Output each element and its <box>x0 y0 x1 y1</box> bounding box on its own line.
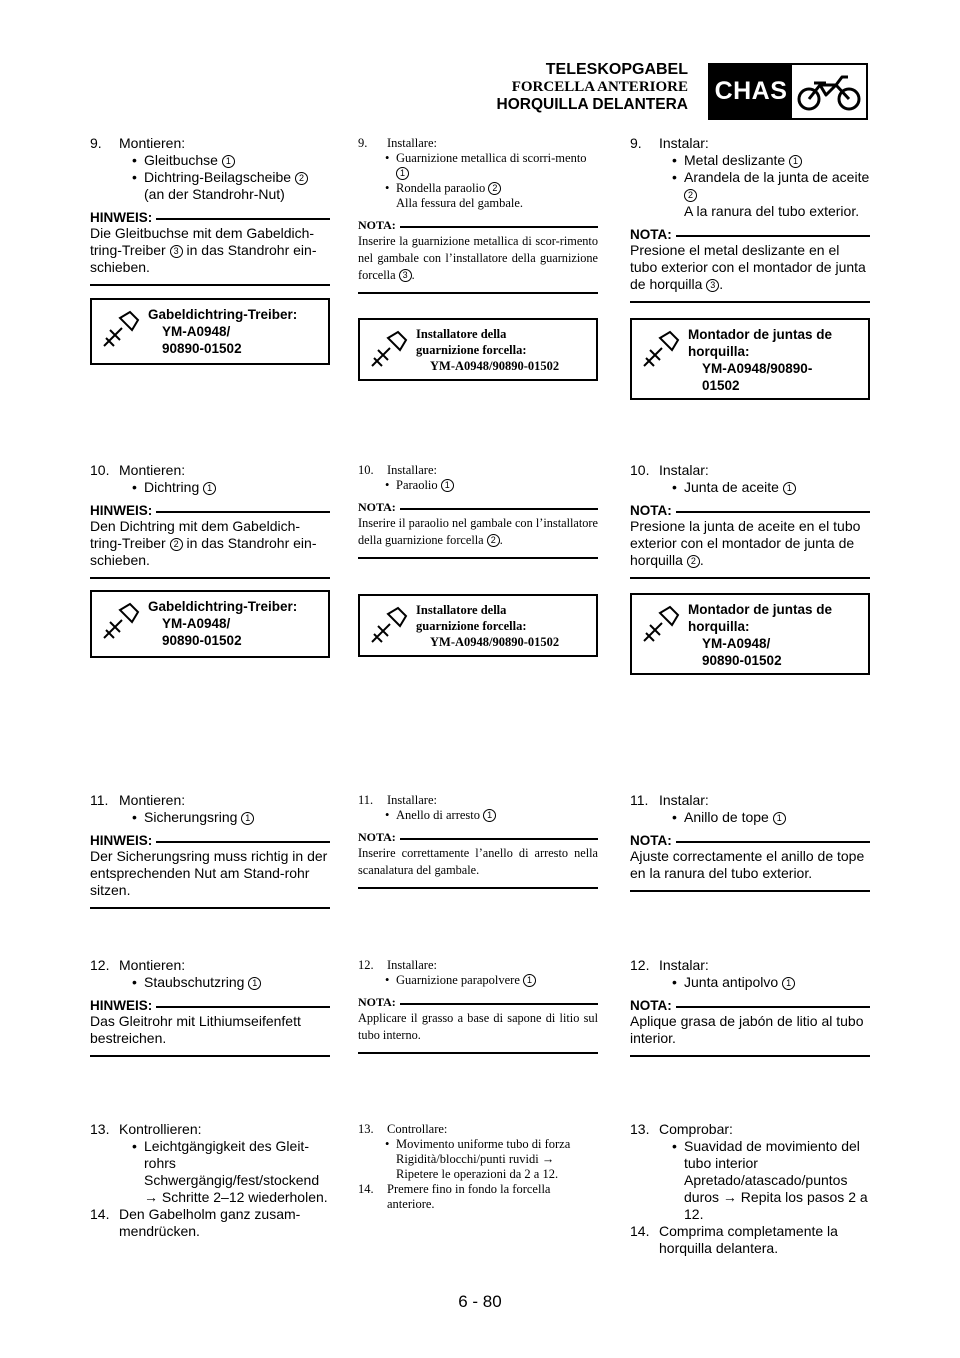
it-tool-box-9: Installatore della guarnizione forcella: YM-A0948/90890-01502 <box>358 318 598 381</box>
it-step-12: 12. Installare: • Guarnizione parapolvere 1 NOTA: Applicare il grasso a base di sapone di litio sul tubo interno. <box>358 958 598 1054</box>
page-number: 6 - 80 <box>458 1292 502 1311</box>
motorcycle-icon <box>792 65 866 118</box>
header-title-de: TELESKOPGABEL <box>545 61 688 78</box>
de-step-9: 9. Montieren: • Gleitbuchse 1 • Dichtring-Beilagscheibe 2 (an der Standrohr-Nut) HINWEIS: Die Gleitbuchse mit dem Gabeldich-tring-Treiber 3 in das Standrohr ein-schieben. <box>90 135 330 286</box>
es-step-11: 11. Instalar: • Anillo de tope 1 NOTA: Ajuste correctamente el anillo de tope en la ranura del tubo exterior. <box>630 792 870 892</box>
es-tool-box-9: Montador de juntas de horquilla: YM-A0948/90890- 01502 <box>630 318 870 400</box>
wrench-tool-icon <box>368 328 410 370</box>
section-code: CHAS <box>710 65 792 118</box>
wrench-tool-icon <box>100 600 142 642</box>
it-step-11: 11. Installare: • Anello di arresto 1 NOTA: Inserire correttamente l’anello di arresto nella scanalatura del gambale. <box>358 793 598 889</box>
de-step-11: 11. Montieren: • Sicherungsring 1 HINWEIS: Der Sicherungsring muss richtig in der entsprechenden Nut am Stand-rohr sitzen. <box>90 792 330 909</box>
wrench-tool-icon <box>640 328 682 370</box>
de-step-12: 12. Montieren: • Staubschutzring 1 HINWEIS: Das Gleitrohr mit Lithiumseifenfett bestreichen. <box>90 957 330 1057</box>
wrench-tool-icon <box>368 604 410 646</box>
es-step-10: 10. Instalar: • Junta de aceite 1 NOTA: Presione la junta de aceite en el tubo exterior con el montador de junta de horquilla 2 . <box>630 462 870 579</box>
it-step-9: 9. Installare: • Guarnizione metallica di scorri-mento 1 • Rondella paraolio 2 Alla fessura del gambale. NOTA: Inserire la guarnizione metallica di scor-rimento nel gambale con l’installatore della guarnizione forcella 3 . <box>358 136 598 294</box>
page-header-titles <box>497 60 688 114</box>
es-step-9: 9. Instalar: • Metal deslizante 1 • Arandela de la junta de aceite 2 A la ranura del tubo exterior. NOTA: Presione el metal deslizante en el tubo exterior con el montador de junta de horquilla 3 . <box>630 135 870 303</box>
de-step-13-14: 13. Kontrollieren: • Leichtgängigkeit des Gleit-rohrs Schwergängig/fest/stockend → Schritte 2–12 wiederholen. 14. Den Gabelholm ganz zusam-mendrücken. <box>90 1121 330 1240</box>
wrench-tool-icon <box>100 308 142 350</box>
it-step-10: 10. Installare: • Paraolio 1 NOTA: Inserire il paraolio nel gambale con l’installatore della guarnizione forcella 2 . <box>358 463 598 559</box>
es-tool-box-10: Montador de juntas de horquilla: YM-A0948/ 90890-01502 <box>630 593 870 675</box>
de-tool-box-9: Gabeldichtring-Treiber: YM-A0948/ 90890-01502 <box>90 298 330 365</box>
section-badge <box>708 63 868 120</box>
header-title-es: HORQUILLA DELANTERA <box>496 96 688 113</box>
note-text: Die Gleitbuchse mit dem Gabeldich-tring-Treiber 3 in das Standrohr ein-schieben. <box>90 225 317 275</box>
es-step-13-14: 13. Comprobar: • Suavidad de movimiento del tubo interior Apretado/atascado/puntos duros → Repita los pasos 2 a 12. 14. Comprima completamente la horquilla delantera. <box>630 1121 870 1257</box>
de-step-10: 10. Montieren: • Dichtring 1 HINWEIS: Den Dichtring mit dem Gabeldich-tring-Treiber 2 in das Standrohr ein-schieben. <box>90 462 330 579</box>
es-step-12: 12. Instalar: • Junta antipolvo 1 NOTA: Aplique grasa de jabón de litio al tubo interior. <box>630 957 870 1057</box>
wrench-tool-icon <box>640 603 682 645</box>
header-title-it: FORCELLA ANTERIORE <box>511 79 688 95</box>
note-heading: HINWEIS: <box>90 210 330 225</box>
it-tool-box-10: Installatore della guarnizione forcella: YM-A0948/90890-01502 <box>358 594 598 657</box>
it-step-13-14: 13. Controllare: • Movimento uniforme tubo di forza Rigidità/blocchi/punti ruvidi → Ripetere le operazioni da 2 a 12. 14. Premere fino in fondo la forcella anteriore. <box>358 1122 598 1212</box>
de-tool-box-10: Gabeldichtring-Treiber: YM-A0948/ 90890-01502 <box>90 590 330 658</box>
